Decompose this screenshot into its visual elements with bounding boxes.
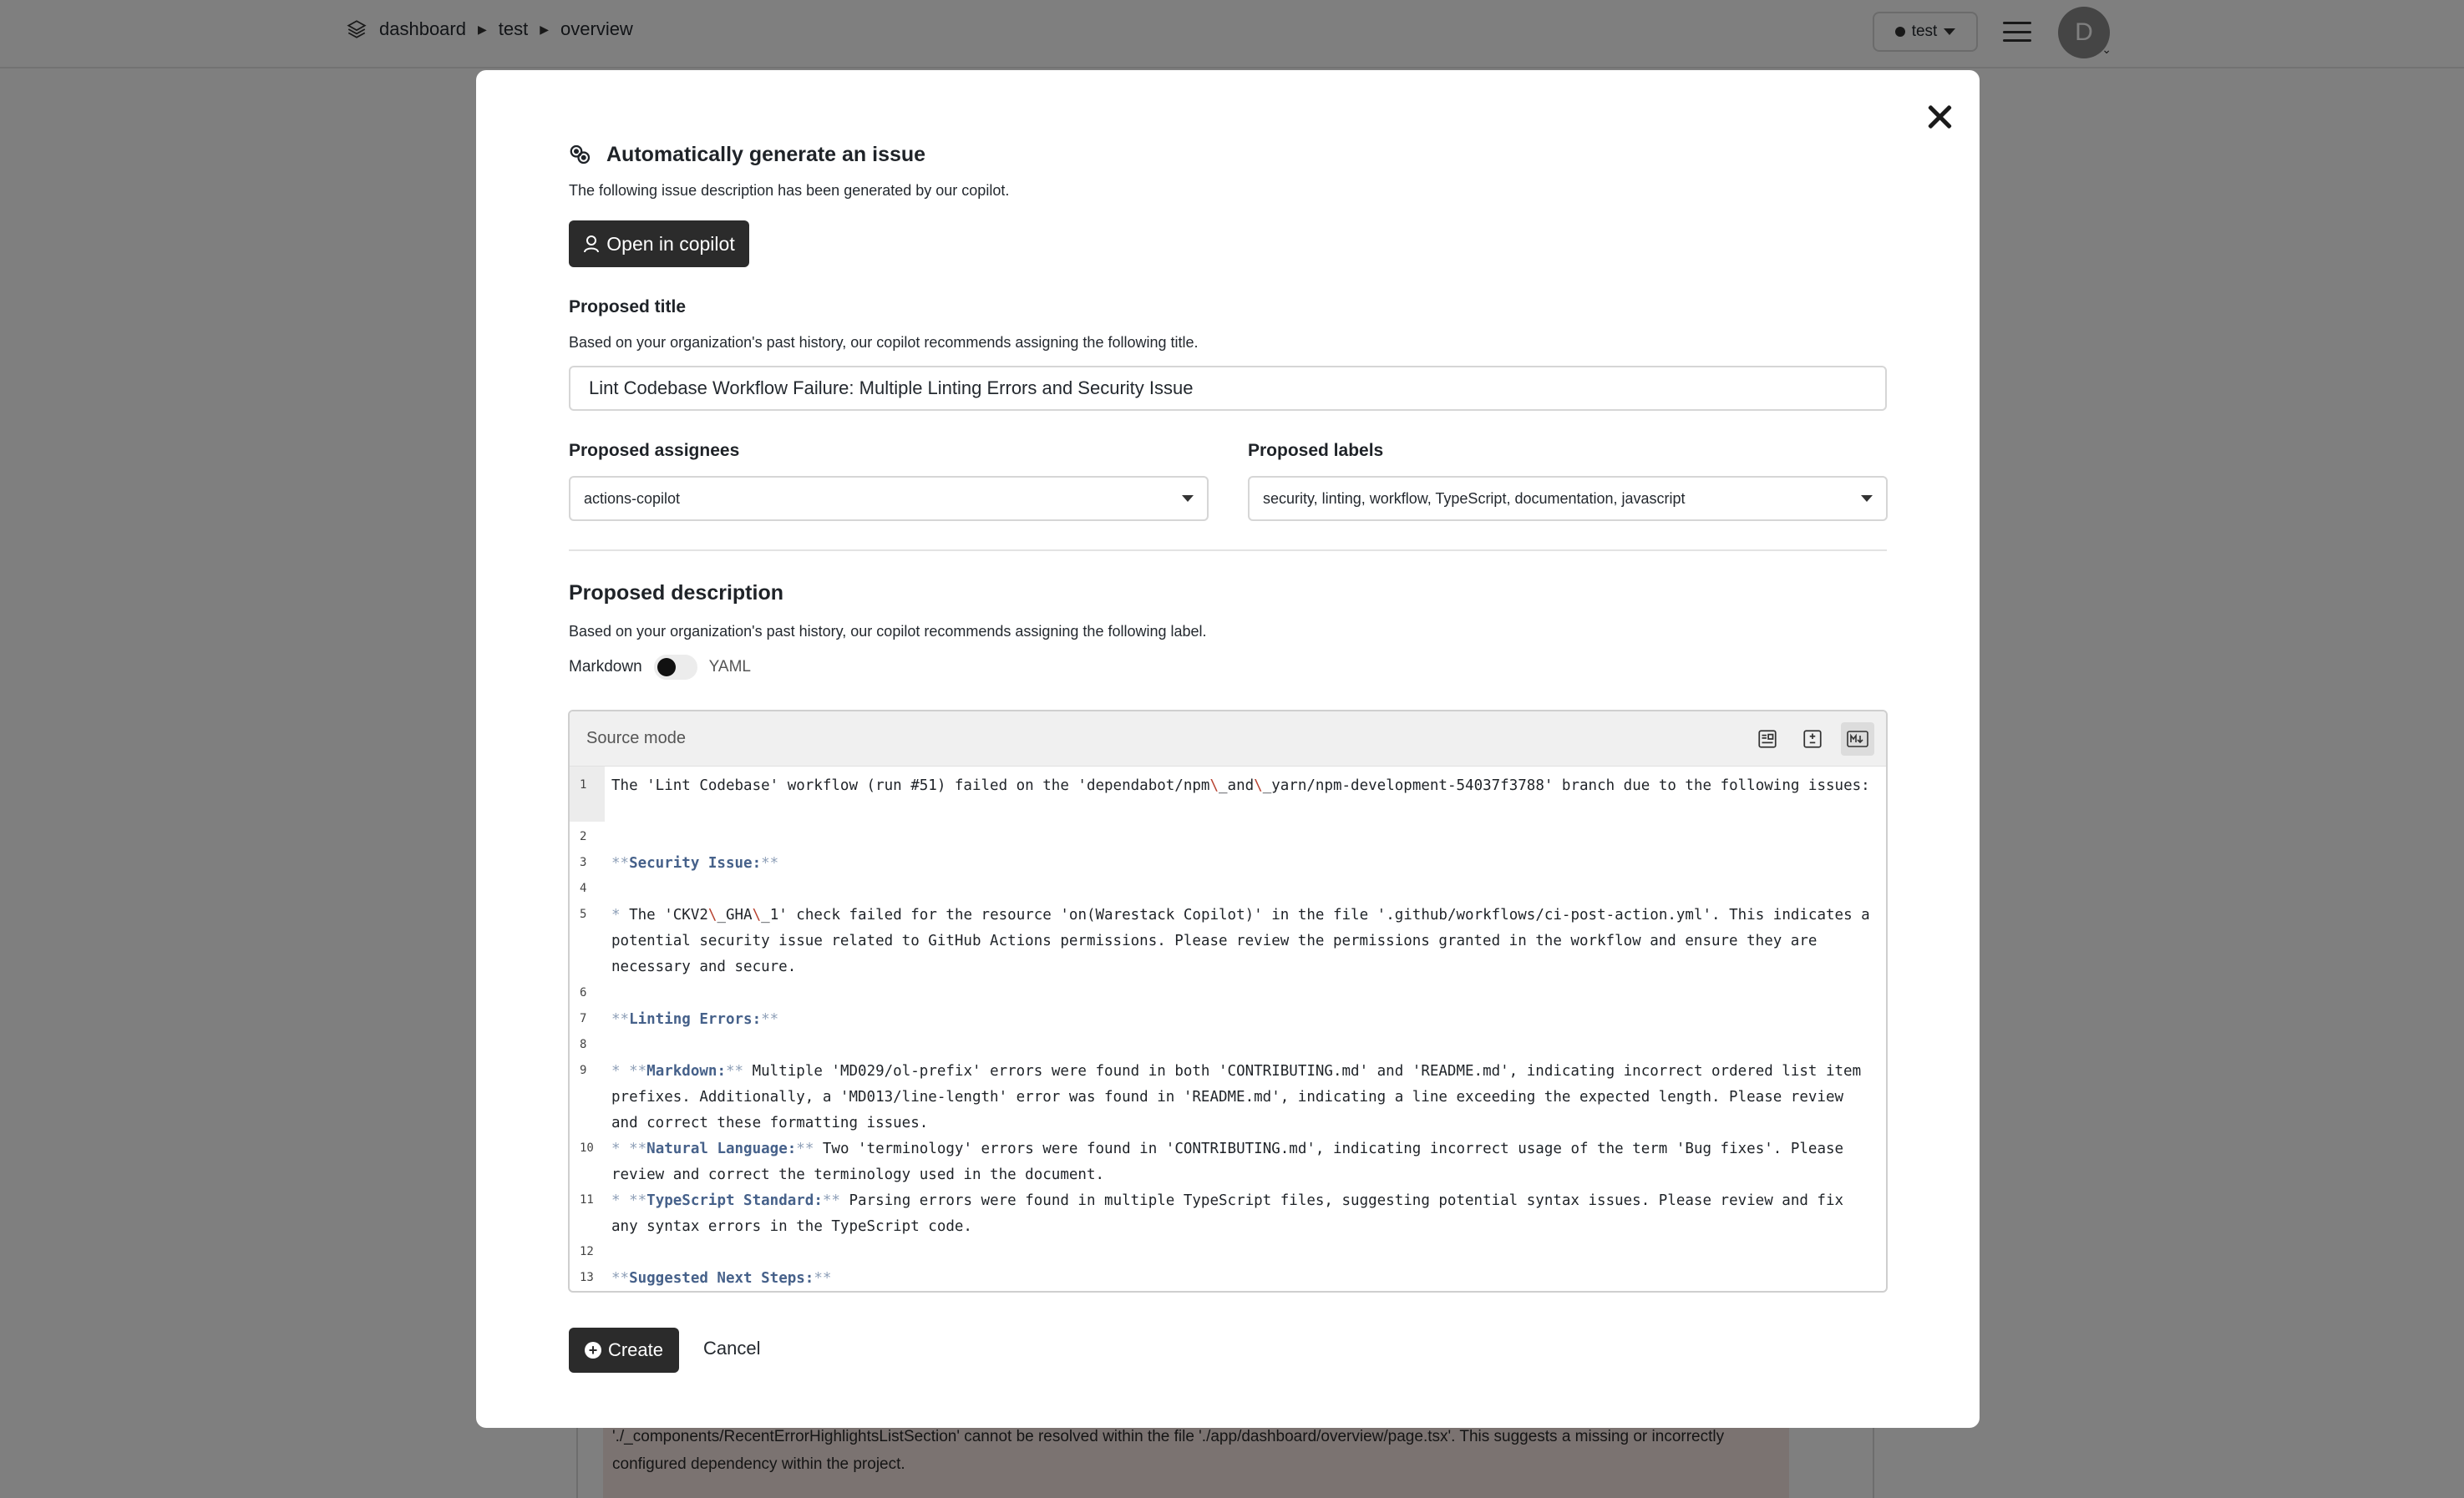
line-text (611, 851, 1873, 877)
line-number: 13 (580, 1271, 594, 1284)
line-number: 10 (580, 1141, 594, 1155)
line-number: 8 (580, 1038, 587, 1051)
plain-text: The 'CKV2 (629, 907, 708, 924)
line-number: 6 (580, 986, 587, 1000)
markdown-syntax: * ** (611, 1192, 647, 1209)
proposed-title-input[interactable] (569, 366, 1887, 411)
line-text (611, 1059, 1873, 1136)
line-number: 2 (580, 830, 587, 843)
markdown-syntax: ** (761, 1011, 779, 1028)
markdown-syntax: ** (611, 1270, 630, 1287)
create-label: Create (607, 1339, 664, 1360)
proposed-labels-label: Proposed labels (1248, 441, 1384, 460)
plain-text: _1' check failed for the resource 'on(Warestack Copilot)' in the file '.github/workflows/ci-post-action.yml'. This indicates a potential security issue related to GitHub Actions permissions. Please review the permissions granted in the workflow and ensure they are necessary and secure. (611, 907, 1879, 975)
caret-down-icon (1861, 495, 1873, 502)
labels-select[interactable] (1248, 476, 1888, 521)
copilot-icon (568, 142, 593, 167)
markdown-syntax: ** (814, 1270, 832, 1287)
format-toggle-row (569, 655, 751, 680)
yaml-option-label: YAML (708, 658, 751, 676)
markdown-syntax: ** (725, 1063, 744, 1080)
rich-text-mode-icon[interactable] (1751, 722, 1784, 756)
line-number: 9 (580, 1064, 587, 1077)
plain-text: The 'Lint Codebase' workflow (run #51) failed on the 'dependabot/npm (611, 777, 1210, 794)
markdown-syntax: * (611, 907, 630, 924)
plain-text: _yarn/npm-development-54037f3788' branch due to the following issues: (1262, 777, 1870, 794)
open-in-copilot-button[interactable] (569, 220, 749, 267)
editor-toolbar (570, 711, 1886, 767)
markdown-escape: \ (1254, 777, 1263, 794)
assignees-select[interactable] (569, 476, 1209, 521)
markdown-yaml-toggle[interactable] (654, 655, 697, 680)
caret-down-icon (1182, 495, 1194, 502)
markdown-syntax: ** (822, 1192, 840, 1209)
line-number: 1 (580, 778, 587, 792)
cancel-button[interactable]: Cancel (703, 1338, 761, 1359)
line-number: 12 (580, 1245, 594, 1258)
line-text (611, 1266, 1873, 1292)
line-text (611, 1136, 1873, 1188)
plain-text: _and (1219, 777, 1255, 794)
markdown-bold-text: TypeScript Standard: (646, 1192, 823, 1209)
plain-text: Multiple 'MD029/ol-prefix' errors were found in both 'CONTRIBUTING.md' and 'README.md', indicating incorrect ordered list item prefixes. Additionally, a 'MD013/line-length' error was found in 'README.md', indicating a line exceeding the expected length. Please review and correct these formatting issues. (611, 1063, 1870, 1131)
proposed-description-help: Based on your organization's past history, our copilot recommends assigning the following label. (569, 623, 1207, 640)
diff-mode-icon[interactable] (1796, 722, 1829, 756)
markdown-option-label: Markdown (569, 658, 642, 676)
plain-text: Parsing errors were found in multiple TypeScript files, suggesting potential syntax issues. Please review and fix any syntax errors in the TypeScript code. (611, 1192, 1853, 1235)
markdown-escape: \ (707, 907, 717, 924)
modal-subtitle: The following issue description has been generated by our copilot. (569, 182, 1010, 199)
plain-text: _GHA (717, 907, 753, 924)
assignees-value: actions-copilot (584, 489, 681, 507)
proposed-assignees-label: Proposed assignees (569, 441, 740, 460)
markdown-bold-text: Linting Errors: (629, 1011, 762, 1028)
source-mode-icon[interactable] (1841, 722, 1874, 756)
create-button[interactable] (569, 1328, 679, 1373)
line-text (611, 773, 1873, 799)
markdown-syntax: * ** (611, 1141, 647, 1157)
description-editor[interactable] (568, 710, 1888, 1293)
proposed-title-label: Proposed title (569, 297, 687, 316)
markdown-escape: \ (752, 907, 762, 924)
modal-title (568, 142, 925, 167)
open-in-copilot-label: Open in copilot (606, 232, 735, 255)
line-number: 11 (580, 1193, 594, 1207)
markdown-bold-text: Markdown: (646, 1063, 726, 1080)
line-number: 4 (580, 882, 587, 895)
markdown-syntax: * ** (611, 1063, 647, 1080)
proposed-description-label: Proposed description (569, 581, 783, 605)
markdown-syntax: ** (611, 855, 630, 872)
line-text (611, 903, 1879, 980)
labels-value: security, linting, workflow, TypeScript, documentation, javascript (1263, 489, 1686, 507)
markdown-syntax: ** (796, 1141, 814, 1157)
proposed-title-help: Based on your organization's past history, our copilot recommends assigning the following title. (569, 334, 1199, 351)
markdown-bold-text: Security Issue: (629, 855, 762, 872)
markdown-syntax: ** (761, 855, 779, 872)
markdown-bold-text: Natural Language: (646, 1141, 797, 1157)
markdown-escape: \ (1209, 777, 1219, 794)
line-number: 3 (580, 856, 587, 869)
line-text (611, 1188, 1873, 1240)
modal-title-text: Automatically generate an issue (606, 142, 926, 166)
line-number: 5 (580, 908, 587, 921)
plus-circle-icon: + (585, 1342, 601, 1359)
markdown-bold-text: Suggested Next Steps: (629, 1270, 814, 1287)
editor-mode-label: Source mode (586, 729, 686, 747)
plain-text: Two 'terminology' errors were found in 'CONTRIBUTING.md', indicating incorrect usage of the term 'Bug fixes'. Please review and correct the terminology used in the document. (611, 1141, 1853, 1183)
active-line-gutter (570, 767, 605, 822)
markdown-syntax: ** (611, 1011, 630, 1028)
line-number: 7 (580, 1012, 587, 1025)
line-text (611, 1007, 1873, 1033)
copilot-person-icon (583, 235, 600, 253)
close-icon[interactable] (1923, 100, 1956, 134)
section-divider (569, 549, 1887, 551)
generate-issue-modal (476, 70, 1980, 1428)
